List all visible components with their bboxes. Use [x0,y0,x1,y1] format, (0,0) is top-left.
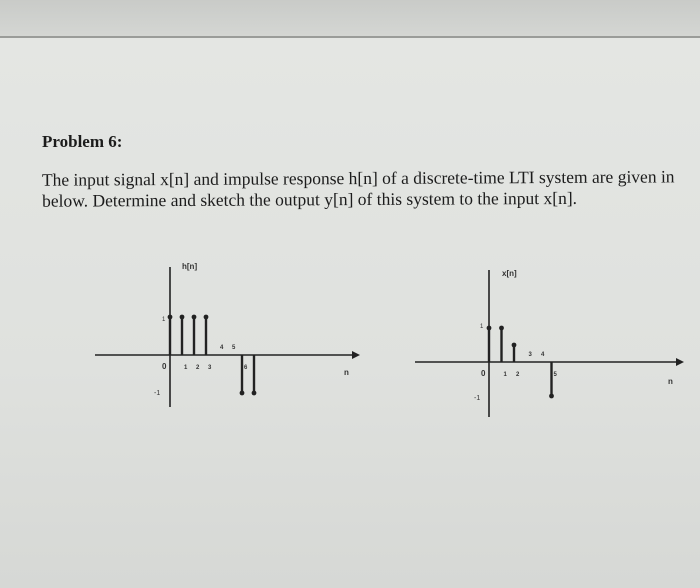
h-plot-title: h[n] [182,262,198,271]
h-y-tick-neg1: -1 [154,390,161,397]
x-tick-label-0: 0 [481,369,486,378]
h-tick-label-4: 4 [220,345,224,351]
h-x-axis-label: n [344,368,349,377]
x-tick-label-3: 3 [528,352,532,358]
h-tick-label-1: 1 [184,365,188,371]
x-y-tick-neg1: -1 [474,395,481,402]
x-stem-dot-n1 [499,326,504,331]
x-stem-dot-n0 [487,326,492,331]
x-tick-label-5: 5 [553,372,557,378]
x-tick-label-2: 2 [516,372,520,378]
problem-title: Problem 6: [42,132,123,151]
h-stem-dot-n6 [240,391,245,396]
h-stem-dot-n2 [192,315,197,320]
x-x-axis-arrow [676,358,684,366]
h-n-stem-plot [90,255,360,415]
h-tick-label-3: 3 [208,365,212,371]
x-stem-dot-n5 [549,394,554,399]
x-tick-label-4: 4 [541,352,545,358]
h-x-axis-arrow [352,351,360,359]
h-tick-label-0: 0 [162,362,167,371]
h-stem-dot-n1 [180,315,185,320]
h-y-tick-1: 1 [162,317,166,323]
top-bar [0,0,700,38]
x-plot-title: x[n] [502,269,517,278]
x-x-axis-label: n [668,377,673,386]
x-stem-dot-n2 [512,343,517,348]
problem-statement: The input signal x[n] and impulse response h[n] of a discrete-time LTI system are given in below. Determine and sketch the output y[n] of this system to the input x[n]. [41,166,675,211]
h-tick-label-5: 5 [232,345,236,351]
h-stem-dot-n7 [252,391,257,396]
h-tick-label-6: 6 [244,365,248,371]
x-n-stem-plot [410,262,685,422]
h-stem-dot-n3 [204,315,209,320]
x-tick-label-1: 1 [503,372,507,378]
x-y-tick-1: 1 [480,324,484,330]
h-tick-label-2: 2 [196,365,200,371]
h-stem-dot-n0 [168,315,173,320]
